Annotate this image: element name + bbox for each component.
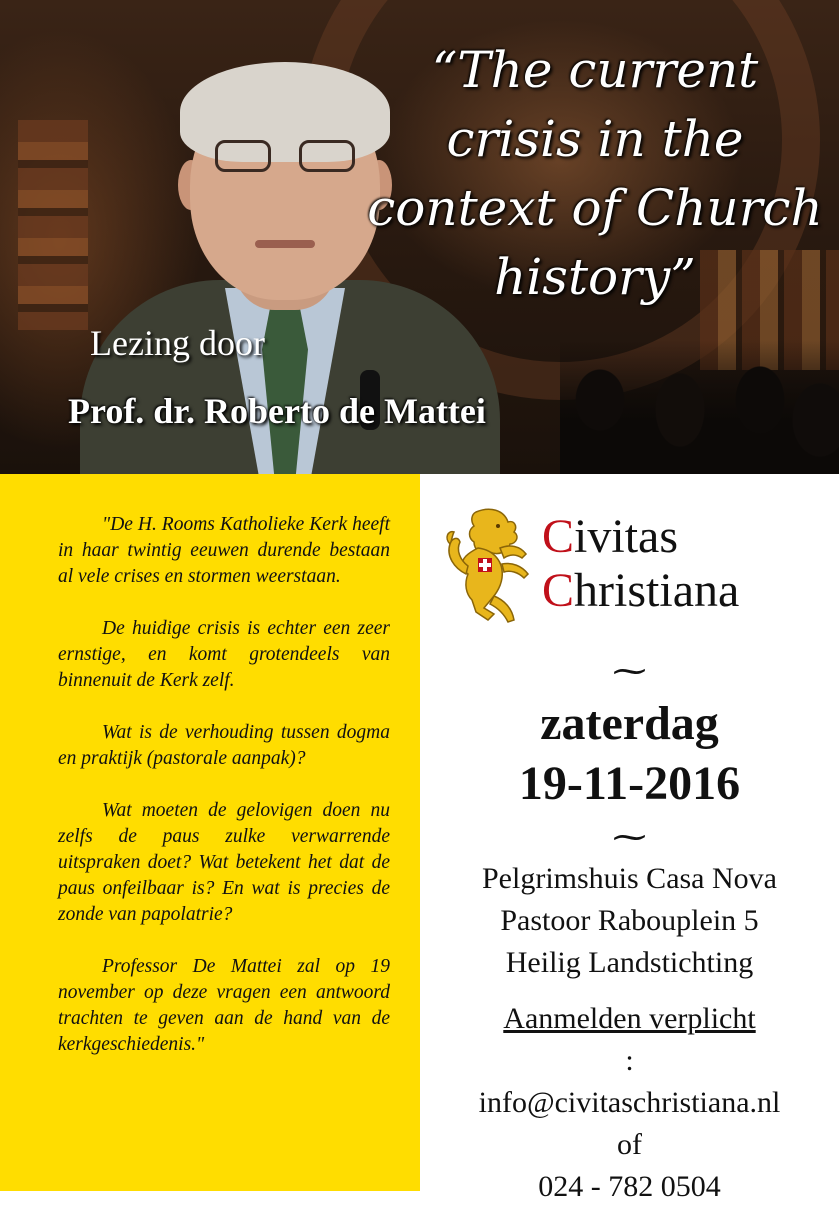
- description-text: [58, 512, 390, 1084]
- quote-line: history”: [494, 248, 696, 306]
- org-name-line-2: [542, 564, 739, 618]
- contact-phone[interactable]: 024 - 782 0504: [538, 1170, 721, 1203]
- quote-line: crisis in the: [446, 110, 744, 168]
- venue-line: Pelgrimshuis Casa Nova: [482, 862, 777, 895]
- description-panel: [0, 474, 420, 1191]
- description-paragraph: Wat moeten de gelovigen doen nu zelfs de paus zulke verwarrende uitspraken doet? Wat betekent het dat de paus onfeilbaar is? En wat is precies de zonde van papolatrie?: [58, 800, 390, 925]
- event-date-value: 19-11-2016: [518, 757, 741, 810]
- registration-colon: :: [625, 1044, 634, 1077]
- org-name-rest: hristiana: [574, 564, 740, 617]
- description-paragraph: Wat is de verhouding tussen dogma en praktijk (pastorale aanpak)?: [58, 722, 390, 769]
- description-paragraph: Professor De Mattei zal op 19 november op deze vragen een antwoord trachten te geven aan de hand van de kerkgeschiedenis.": [58, 956, 390, 1055]
- event-date: [420, 694, 839, 814]
- audience-silhouettes: [560, 340, 839, 474]
- heraldic-lion-icon: [438, 504, 538, 630]
- event-day: zaterdag: [540, 697, 719, 750]
- quote-line: context of Church: [367, 179, 823, 237]
- lecture-title-quote: [360, 36, 830, 312]
- venue-line: Pastoor Rabouplein 5: [500, 904, 759, 937]
- org-initial: C: [542, 510, 575, 563]
- registration-required-label: Aanmelden verplicht: [503, 1002, 756, 1035]
- description-paragraph: De huidige crisis is echter een zeer ernstige, en komt grotendeels van binnenuit de Kerk zelf.: [58, 618, 390, 691]
- event-info-panel: [420, 474, 839, 1203]
- quote-line: “The current: [431, 41, 759, 99]
- organization-name: [542, 510, 739, 618]
- hero-photo-banner: [0, 0, 839, 474]
- contact-email[interactable]: info@civitaschristiana.nl: [478, 1086, 781, 1119]
- portrait-glasses: [215, 140, 355, 180]
- venue-address: [420, 858, 839, 984]
- contact-or: of: [617, 1128, 642, 1161]
- swirl-divider-icon: ⁓: [612, 817, 647, 857]
- contact-info: [420, 998, 839, 1208]
- lecture-by-label: Lezing door: [90, 323, 265, 363]
- venue-line: Heilig Landstichting: [505, 946, 754, 979]
- swirl-divider-icon: ⁓: [612, 651, 647, 691]
- description-paragraph: "De H. Rooms Katholieke Kerk heeft in haar twintig eeuwen durende bestaan al vele crises en stormen weerstaan.: [58, 514, 390, 587]
- portrait-mouth: [255, 240, 315, 248]
- speaker-name: Prof. dr. Roberto de Mattei: [68, 391, 486, 431]
- registration-line: [420, 998, 839, 1082]
- org-name-line-1: [542, 510, 739, 564]
- org-name-rest: ivitas: [574, 510, 679, 563]
- org-initial: C: [542, 564, 575, 617]
